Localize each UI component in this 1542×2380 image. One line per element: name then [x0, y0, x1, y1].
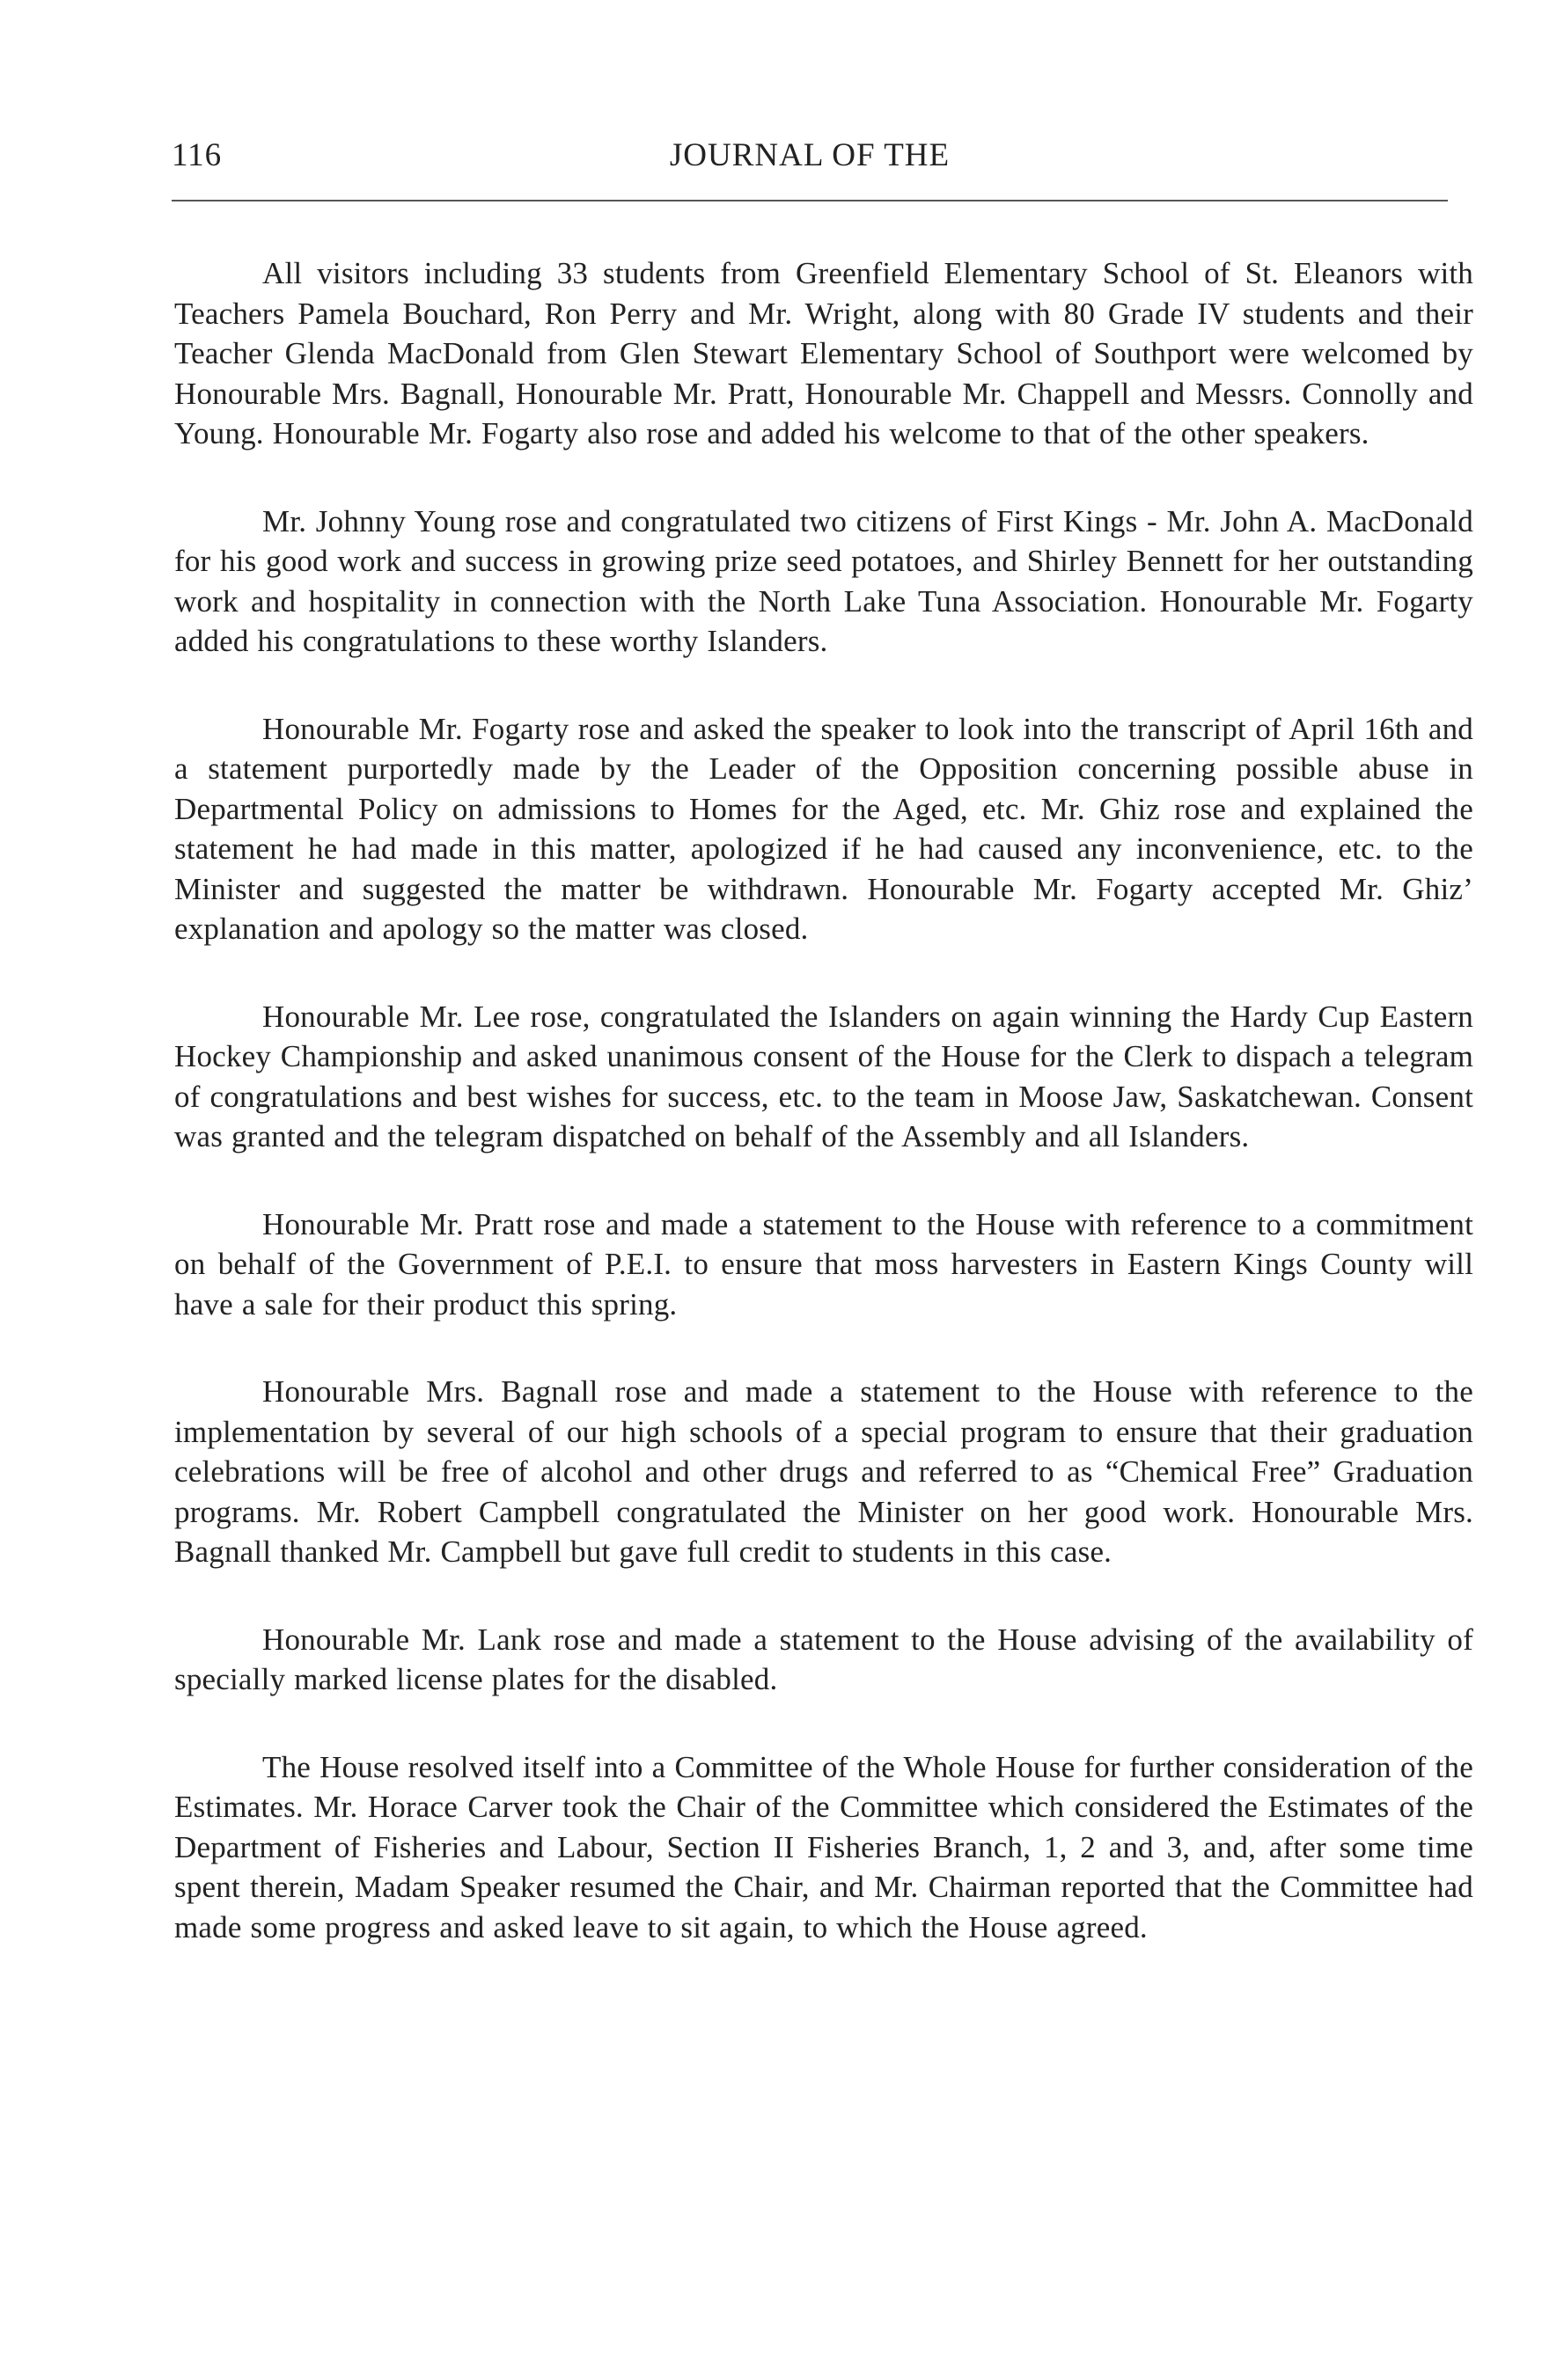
paragraph-fogarty-transcript: Honourable Mr. Fogarty rose and asked the speaker to look into the transcript of April 16th and a statement purportedly made by the Leader of the Opposition concerning possible abuse in Departmental Policy on admissions to Homes for the Aged, etc. Mr. Ghiz rose and explained the statement he had made in this matter, apologized if he had caused any inconvenience, etc. to the Minister and suggested the matter be withdrawn. Honourable Mr. Fogarty accepted Mr. Ghiz’ explanation and apology so the matter was closed. — [174, 711, 1473, 946]
journal-body — [174, 253, 1473, 1947]
page-number: 116 — [172, 137, 223, 173]
header-divider — [172, 200, 1448, 201]
paragraph-committee: The House resolved itself into a Committee of the Whole House for further consideration of the Estimates. Mr. Horace Carver took the Chair of the Committee which considered the Estimates of the Department of Fisheries and Labour, Section II Fisheries Branch, 1, 2 and 3, and, after some time spent therein, Madam Speaker resumed the Chair, and Mr. Chairman reported that the Committee had made some progress and asked leave to sit again, to which the House agreed. — [174, 1749, 1473, 1944]
paragraph-bagnall-statement: Honourable Mrs. Bagnall rose and made a statement to the House with reference to the implementation by several of our high schools of a special program to ensure that their graduation celebrations will be free of alcohol and other drugs and referred to as “Chemical Free” Graduation programs. Mr. Robert Campbell congratulated the Minister on her good work. Honourable Mrs. Bagnall thanked Mr. Campbell but gave full credit to students in this case. — [174, 1374, 1473, 1569]
paragraph-visitors: All visitors including 33 students from Greenfield Elementary School of St. Eleanors with Teachers Pamela Bouchard, Ron Perry and Mr. Wright, along with 80 Grade IV students and their Teacher Glenda MacDonald from Glen Stewart Elementary School of Southport were welcomed by Honourable Mrs. Bagnall, Honourable Mr. Pratt, Honourable Mr. Chappell and Messrs. Connolly and Young. Honourable Mr. Fogarty also rose and added his welcome to that of the other speakers. — [174, 256, 1473, 450]
paragraph-young-congratulations: Mr. Johnny Young rose and congratulated two citizens of First Kings - Mr. John A. MacDonald for his good work and success in growing prize seed potatoes, and Shirley Bennett for her outstanding work and hospitality in connection with the North Lake Tuna Association. Honourable Mr. Fogarty added his congratulations to these worthy Islanders. — [174, 503, 1473, 658]
paragraph-pratt-statement: Honourable Mr. Pratt rose and made a statement to the House with reference to a commitment on behalf of the Government of P.E.I. to ensure that moss harvesters in Eastern Kings County will have a sale for their product this spring. — [174, 1206, 1473, 1322]
page-header — [172, 132, 1448, 185]
paragraph-lank-statement: Honourable Mr. Lank rose and made a statement to the House advising of the availability of specially marked license plates for the disabled. — [174, 1622, 1473, 1696]
paragraph-lee-hockey: Honourable Mr. Lee rose, congratulated the Islanders on again winning the Hardy Cup Eastern Hockey Championship and asked unanimous consent of the House for the Clerk to dispach a telegram of congratulations and best wishes for success, etc. to the team in Moose Jaw, Saskatchewan. Consent was granted and the telegram dispatched on behalf of the Assembly and all Islanders. — [174, 999, 1473, 1153]
running-title: JOURNAL OF THE — [669, 137, 951, 173]
